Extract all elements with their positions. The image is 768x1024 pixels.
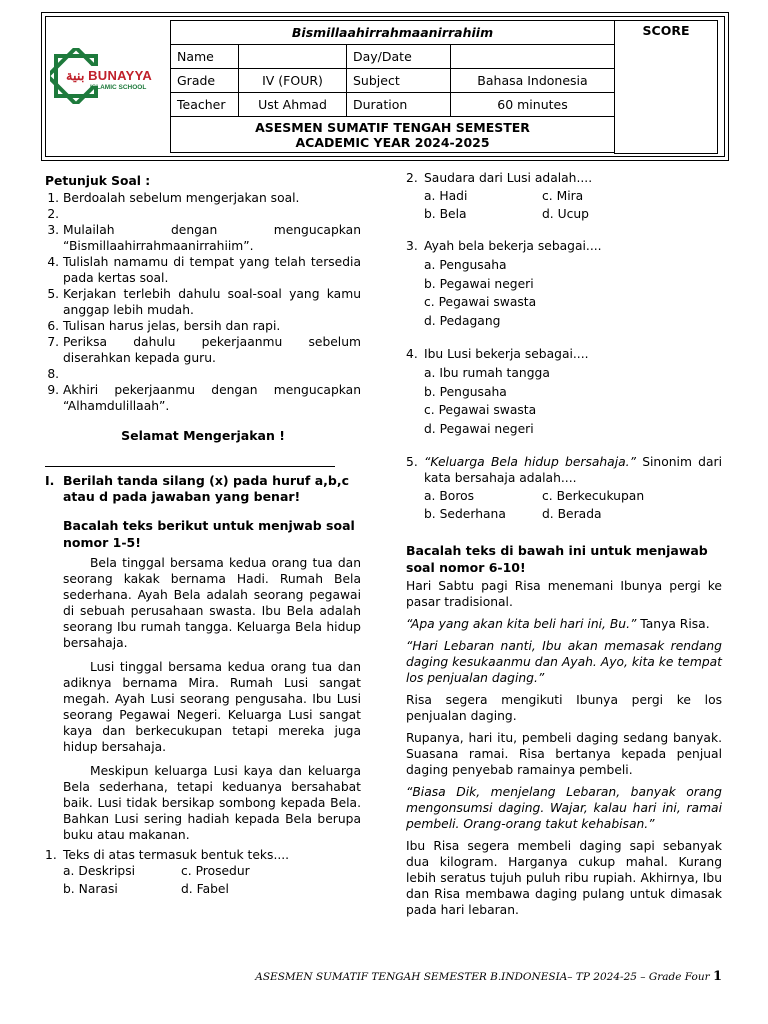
teacher-value: Ust Ahmad xyxy=(239,93,347,117)
option-b[interactable]: b. Pengusaha xyxy=(424,384,507,399)
page-number: 1 xyxy=(712,969,722,984)
question-2 xyxy=(406,170,722,222)
option-a[interactable]: a. Ibu rumah tangga xyxy=(424,366,550,380)
option-d[interactable]: d. Pegawai negeri xyxy=(424,421,534,436)
footer-text: ASESMEN SUMATIF TENGAH SEMESTER B.INDONESIA– TP 2024-25 – Grade Four xyxy=(255,971,713,983)
option-c[interactable]: c. Pegawai swasta xyxy=(424,295,537,309)
instructions-title: Petunjuk Soal : xyxy=(45,174,151,188)
dialogue-text: “Apa yang akan kita beli hari ini, Bu.” xyxy=(406,617,637,631)
option-a[interactable]: a. Deskripsi xyxy=(63,864,136,878)
option-d[interactable]: d. Pedagang xyxy=(424,313,501,328)
reading2-paragraph: Hari Sabtu pagi Risa menemani Ibunya pergi ke pasar tradisional. xyxy=(406,579,722,609)
option-b[interactable]: b. Pegawai negeri xyxy=(424,276,534,291)
divider-line xyxy=(45,466,335,467)
exam-title: ASESMEN SUMATIF TENGAH SEMESTER xyxy=(255,119,530,135)
name-label: Name xyxy=(171,45,239,69)
dialogue-tail: Tanya Risa. xyxy=(636,617,710,631)
grade-value: IV (FOUR) xyxy=(239,69,347,93)
name-field[interactable] xyxy=(239,45,347,69)
logo-arabic-mark: بنية xyxy=(66,68,85,83)
instruction-item: 6. Tulisan harus jelas, bersih dan rapi. xyxy=(63,318,361,334)
option-c[interactable]: c. Berkecukupan xyxy=(542,489,645,503)
instruction-item: 4. Tulislah namamu di tempat yang telah tersedia pada kertas soal. xyxy=(63,254,361,286)
reading1-paragraph: Bela tinggal bersama kedua orang tua dan seorang kakak bernama Hadi. Rumah Bela sederhana. Ayah Bela adalah seorang pegawai di sebuah perusahaan swasta. Ibu Bela adalah seorang Ibu rumah tangga. Keluarga Bela hidup bersahaja. xyxy=(63,556,361,650)
question-text: Ayah bela bekerja sebagai.... xyxy=(424,239,602,253)
score-label: SCORE xyxy=(642,23,690,38)
academic-year: ACADEMIC YEAR 2024-2025 xyxy=(295,134,490,150)
question-number: 1. xyxy=(45,848,57,862)
reading2-paragraph: Rupanya, hari itu, pembeli daging sedang banyak. Suasana ramai. Risa bertanya kepada penjual daging penyebab ramainya pembeli. xyxy=(406,731,722,777)
option-b[interactable]: b. Bela xyxy=(424,207,467,221)
question-number: 5. xyxy=(406,455,418,469)
instruction-item xyxy=(63,366,361,382)
basmalah: Bismillaahirrahmaanirrahiim xyxy=(171,21,615,45)
question-1 xyxy=(45,847,361,897)
teacher-label: Teacher xyxy=(171,93,239,117)
question-text: Saudara dari Lusi adalah.... xyxy=(424,171,593,185)
duration-value: 60 minutes xyxy=(451,93,615,117)
question-number: 4. xyxy=(406,347,418,361)
option-d[interactable]: d. Berada xyxy=(542,507,602,521)
instructions-list xyxy=(45,190,361,414)
section-heading xyxy=(45,473,361,505)
logo-subtitle: ISLAMIC SCHOOL xyxy=(90,84,147,91)
question-text: Teks di atas termasuk bentuk teks.... xyxy=(63,848,290,862)
question-quote: “Keluarga Bela hidup bersahaja.” xyxy=(424,455,636,469)
option-a[interactable]: a. Pengusaha xyxy=(424,258,507,272)
logo-brand: BUNAYYA xyxy=(88,68,153,83)
question-3 xyxy=(406,238,722,330)
section-number: I. xyxy=(45,473,55,488)
question-4 xyxy=(406,346,722,438)
reading2-paragraph: Ibu Risa segera membeli daging sapi sebanyak dua kilogram. Harganya cukup mahal. Kurang lebih seratus tujuh puluh ribu rupiah. Akhirnya, Ibu dan Risa membawa daging pulang untuk dimasak pada hari lebaran. xyxy=(406,839,722,917)
option-b[interactable]: b. Sederhana xyxy=(424,507,506,521)
daydate-label: Day/Date xyxy=(347,45,451,69)
question-number: 3. xyxy=(406,239,418,253)
reading2-paragraph: Risa segera mengikuti Ibunya pergi ke los penjualan daging. xyxy=(406,693,722,723)
instruction-item: 3. Mulailah dengan mengucapkan “Bismillaahirrahmaanirrahiim”. xyxy=(63,222,361,254)
option-a[interactable]: a. Boros xyxy=(424,489,475,503)
question-text: Ibu Lusi bekerja sebagai.... xyxy=(424,347,589,361)
reading2-heading: Bacalah teks di bawah ini untuk menjawab soal nomor 6-10! xyxy=(406,543,708,575)
school-logo xyxy=(50,48,168,104)
reading2-dialogue xyxy=(406,616,722,632)
option-d[interactable]: d. Fabel xyxy=(181,882,229,896)
daydate-field[interactable] xyxy=(451,45,615,69)
instruction-item: 1. Berdoalah sebelum mengerjakan soal. xyxy=(63,190,361,206)
grade-label: Grade xyxy=(171,69,239,93)
instruction-item: 9. Akhiri pekerjaanmu dengan mengucapkan “Alhamdulillaah”. xyxy=(63,382,361,414)
reading1-heading: Bacalah teks berikut untuk menjwab soal nomor 1-5! xyxy=(63,518,355,550)
option-b[interactable]: b. Narasi xyxy=(63,882,118,896)
instruction-item: 5. Kerjakan terlebih dahulu soal-soal yang kamu anggap lebih mudah. xyxy=(63,286,361,318)
instruction-item: 7. Periksa dahulu pekerjaanmu sebelum diserahkan kepada guru. xyxy=(63,334,361,366)
option-c[interactable]: c. Prosedur xyxy=(181,864,250,878)
option-c[interactable]: c. Pegawai swasta xyxy=(424,403,537,417)
header-table xyxy=(170,20,615,153)
reading2-dialogue: “Hari Lebaran nanti, Ibu akan memasak rendang daging kesukaanmu dan Ayah. Ayo, kita ke tempat los penjualan daging.” xyxy=(406,639,722,685)
question-number: 2. xyxy=(406,171,418,185)
duration-label: Duration xyxy=(347,93,451,117)
instruction-item xyxy=(63,206,361,222)
subject-value: Bahasa Indonesia xyxy=(451,69,615,93)
section-instruction: Berilah tanda silang (x) pada huruf a,b,c atau d pada jawaban yang benar! xyxy=(63,473,350,504)
reading1-paragraph: Meskipun keluarga Lusi kaya dan keluarga Bela sederhana, tetapi keduanya bersahabat baik. Lusi tidak bersikap sombong kepada Bela. Bahkan Lusi sering hadiah kepada Bela berupa buku atau makanan. xyxy=(63,764,361,842)
question-5 xyxy=(406,454,722,522)
option-c[interactable]: c. Mira xyxy=(542,189,584,203)
right-column xyxy=(406,170,722,924)
option-d[interactable]: d. Ucup xyxy=(542,207,589,221)
page-footer xyxy=(255,969,722,984)
left-column xyxy=(45,173,361,897)
score-box[interactable] xyxy=(614,20,718,154)
question-text: Sinonim dari kata bersahaja adalah.... xyxy=(424,455,722,485)
reading1-paragraph: Lusi tinggal bersama kedua orang tua dan adiknya bernama Mira. Rumah Lusi sangat megah. Ayah Lusi seorang pengusaha. Ibu Lusi seorang Pegawai Negeri. Keluarga Lusi sangat kaya dan berkecukupan tetapi mereka juga hidup bersahaja. xyxy=(63,660,361,754)
reading2-dialogue: “Biasa Dik, menjelang Lebaran, banyak orang mengonsumsi daging. Wajar, kalau hari ini, ramai pembeli. Orang-orang takut kehabisan.” xyxy=(406,785,722,831)
closing-greeting: Selamat Mengerjakan ! xyxy=(121,428,285,443)
option-a[interactable]: a. Hadi xyxy=(424,189,468,203)
exam-title-cell xyxy=(171,117,615,153)
subject-label: Subject xyxy=(347,69,451,93)
